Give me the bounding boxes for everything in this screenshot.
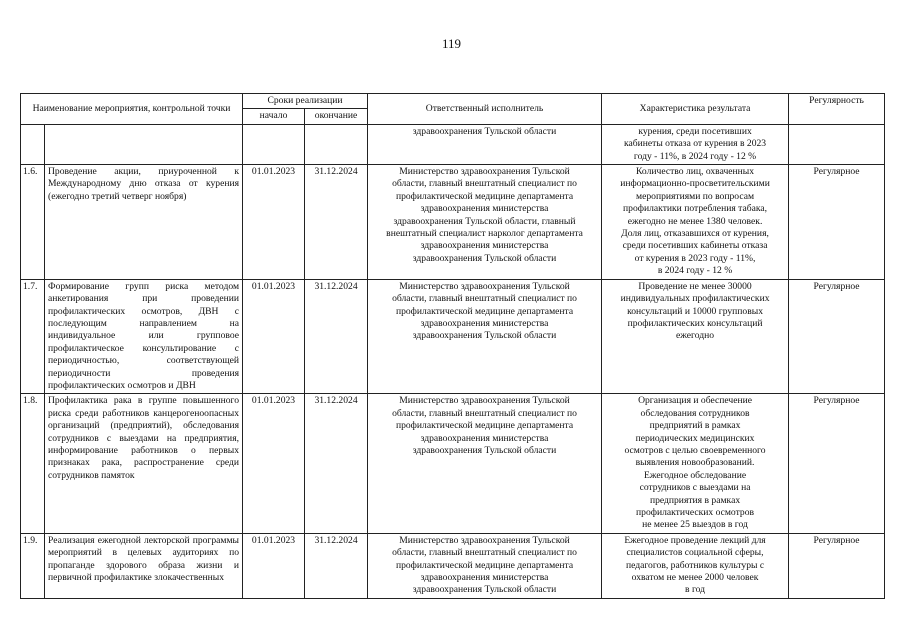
table-row-continued bbox=[21, 124, 885, 164]
activities-table bbox=[20, 93, 885, 599]
header-period: Сроки реализации bbox=[243, 94, 368, 109]
row-start-date: 01.01.2023 bbox=[243, 533, 305, 598]
row-start-date: 01.01.2023 bbox=[243, 279, 305, 394]
table-row bbox=[21, 533, 885, 598]
row-regularity: Регулярное bbox=[789, 394, 885, 533]
row-result: Ежегодное проведение лекций для специалистов социальной сферы, педагогов, работников культуры с охватом не менее 2000 человек в год bbox=[602, 533, 789, 598]
row-name: Профилактика рака в группе повышенного риска среди работников канцерогеноопасных организаций (предприятий), обследования сотрудников с выездами на предприятия, информирование работников о первых признаках рака, распространение среди сотрудников памяток bbox=[45, 394, 243, 533]
row-result: Проведение не менее 30000 индивидуальных профилактических консультаций и 10000 групповых профилактических консультаций ежегодно bbox=[602, 279, 789, 394]
header-regularity: Регулярность bbox=[789, 94, 885, 125]
row-name: Формирование групп риска методом анкетирования при проведении профилактических осмотров, ДВН с последующим направлением на индивидуальное или групповое профилактическое консультирование с периодичностью, соответствующей периодичности проведения профилактических осмотров и ДВН bbox=[45, 279, 243, 394]
row-regularity: Регулярное bbox=[789, 279, 885, 394]
row-name: Реализация ежегодной лекторской программы мероприятий в целевых аудиториях по пропаганде здорового образа жизни и первичной профилактике злокачественных bbox=[45, 533, 243, 598]
cell-regularity bbox=[789, 124, 885, 164]
table-row bbox=[21, 394, 885, 533]
row-start-date: 01.01.2023 bbox=[243, 394, 305, 533]
row-executor: Министерство здравоохранения Тульской области, главный внештатный специалист по профилактической медицине департамента здравоохранения министерства здравоохранения Тульской области bbox=[368, 533, 602, 598]
header-row bbox=[21, 94, 885, 109]
header-name: Наименование мероприятия, контрольной точки bbox=[21, 94, 243, 125]
row-start-date: 01.01.2023 bbox=[243, 165, 305, 280]
row-end-date: 31.12.2024 bbox=[305, 165, 368, 280]
header-result: Характеристика результата bbox=[602, 94, 789, 125]
cell-name bbox=[45, 124, 243, 164]
row-executor: Министерство здравоохранения Тульской области, главный внештатный специалист по профилактической медицине департамента здравоохранения министерства здравоохранения Тульской области bbox=[368, 279, 602, 394]
row-number: 1.7. bbox=[21, 279, 45, 394]
row-number: 1.6. bbox=[21, 165, 45, 280]
row-number: 1.8. bbox=[21, 394, 45, 533]
header-start: начало bbox=[243, 109, 305, 124]
row-regularity: Регулярное bbox=[789, 165, 885, 280]
row-executor: Министерство здравоохранения Тульской области, главный внештатный специалист по профилактической медицине департамента здравоохранения министерства здравоохранения Тульской области, главный внештатный специалист нарколог департамента здравоохранения министерства здравоохранения Тульской области bbox=[368, 165, 602, 280]
row-end-date: 31.12.2024 bbox=[305, 279, 368, 394]
row-regularity: Регулярное bbox=[789, 533, 885, 598]
cell-start bbox=[243, 124, 305, 164]
table-row bbox=[21, 279, 885, 394]
row-name: Проведение акции, приуроченной к Международному дню отказа от курения (ежегодно третий четверг ноября) bbox=[45, 165, 243, 280]
header-executor: Ответственный исполнитель bbox=[368, 94, 602, 125]
cell-num bbox=[21, 124, 45, 164]
row-executor: Министерство здравоохранения Тульской области, главный внештатный специалист по профилактической медицине департамента здравоохранения министерства здравоохранения Тульской области bbox=[368, 394, 602, 533]
cell-end bbox=[305, 124, 368, 164]
cell-executor: здравоохранения Тульской области bbox=[368, 124, 602, 164]
page-number: 119 bbox=[441, 36, 462, 51]
row-result: Количество лиц, охваченных информационно-просветительскими мероприятиями по вопросам профилактики потребления табака, ежегодно не менее 1380 человек. Доля лиц, отказавшихся от курения, среди посетивших кабинеты отказа от курения в 2023 году - 11%, в 2024 году - 12 % bbox=[602, 165, 789, 280]
row-end-date: 31.12.2024 bbox=[305, 533, 368, 598]
row-number: 1.9. bbox=[21, 533, 45, 598]
header-end: окончание bbox=[305, 109, 368, 124]
cell-result: курения, среди посетивших кабинеты отказа от курения в 2023 году - 11%, в 2024 году - 12 % bbox=[602, 124, 789, 164]
table-row bbox=[21, 165, 885, 280]
row-result: Организация и обеспечение обследования сотрудников предприятий в рамках периодических медицинских осмотров с целью своевременного выявления новообразований. Ежегодное обследование сотрудников с выездами на предприятия в рамках профилактических осмотров не менее 25 выездов в год bbox=[602, 394, 789, 533]
row-end-date: 31.12.2024 bbox=[305, 394, 368, 533]
